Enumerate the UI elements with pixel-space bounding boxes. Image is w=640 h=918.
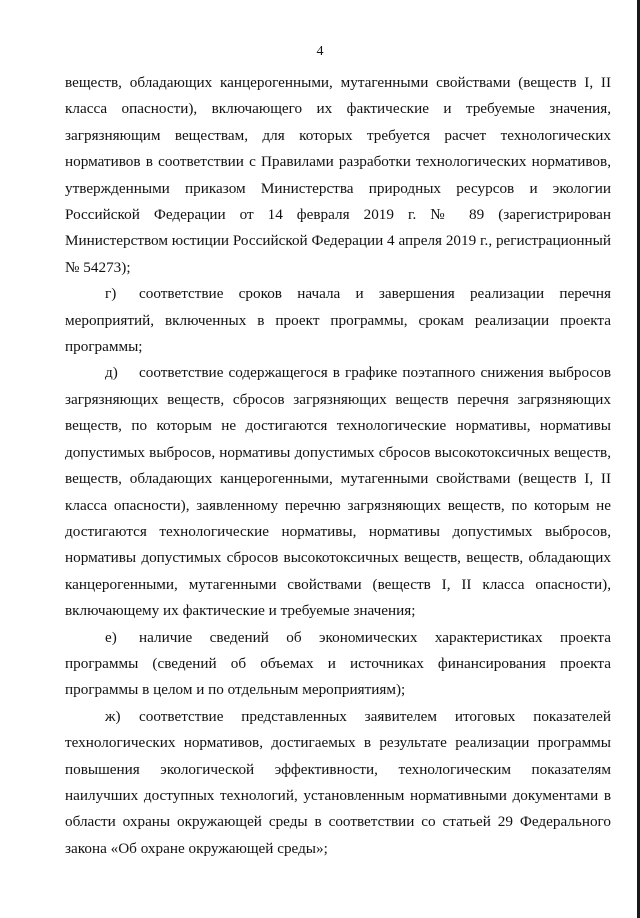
paragraph-item-zh (65, 704, 611, 862)
paragraph-text: соответствие содержащегося в графике поэтапного снижения выбросов загрязняющих веществ, сбросов загрязняющих веществ перечня загрязняющих веществ, по которым не достигаются технологические нормативы, нормативы допустимых выбросов, нормативы допустимых сбросов высокотоксичных веществ, веществ, обладающих канцерогенными, мутагенными свойствами (веществ I, II класса опасности), заявленному перечню загрязняющих веществ, по которым не достигаются технологические нормативы, нормативы допустимых выбросов, нормативы допустимых сбросов высокотоксичных веществ, веществ, обладающих канцерогенными, мутагенными свойствами (веществ I, II класса опасности), включающему их фактические и требуемые значения; (65, 364, 611, 620)
paragraph-item-g (65, 281, 611, 360)
paragraph-item-e (65, 625, 611, 704)
paragraph-text: наличие сведений об экономических характеристиках проекта программы (сведений об объемах и источниках финансирования проекта программы в целом и по отдельным мероприятиям); (65, 628, 611, 699)
paragraph-text: веществ, обладающих канцерогенными, мутагенными свойствами (веществ I, II класса опасности), включающего их фактические и требуемые значения, загрязняющим веществам, для которых требуется расчет технологических нормативов в соответствии с Правилами разработки технологических нормативов, утвержденными приказом Министерства природных ресурсов и экологии Российской Федерации от 14 февраля 2019 г. № 89 (зарегистрирован Министерством юстиции Российской Федерации 4 апреля 2019 г., регистрационный № 54273); (65, 74, 611, 276)
item-letter: ж) (105, 707, 121, 725)
document-body (65, 70, 611, 862)
item-letter: г) (105, 285, 117, 303)
paragraph-continuation (65, 70, 611, 281)
item-letter: д) (105, 364, 118, 382)
paragraph-text: соответствие сроков начала и завершения реализации перечня мероприятий, включенных в проект программы, срокам реализации проекта программы; (65, 285, 611, 356)
paragraph-item-d (65, 360, 611, 624)
page-number: 4 (316, 44, 324, 59)
item-letter: е) (105, 628, 117, 646)
paragraph-text: соответствие представленных заявителем итоговых показателей технологических нормативов, достигаемых в результате реализации программы повышения экологической эффективности, технологическим показателям наилучших доступных технологий, установленным нормативными документами в области охраны окружающей среды в соответствии со статьей 29 Федерального закона «Об охране окружающей среды»; (65, 707, 611, 857)
